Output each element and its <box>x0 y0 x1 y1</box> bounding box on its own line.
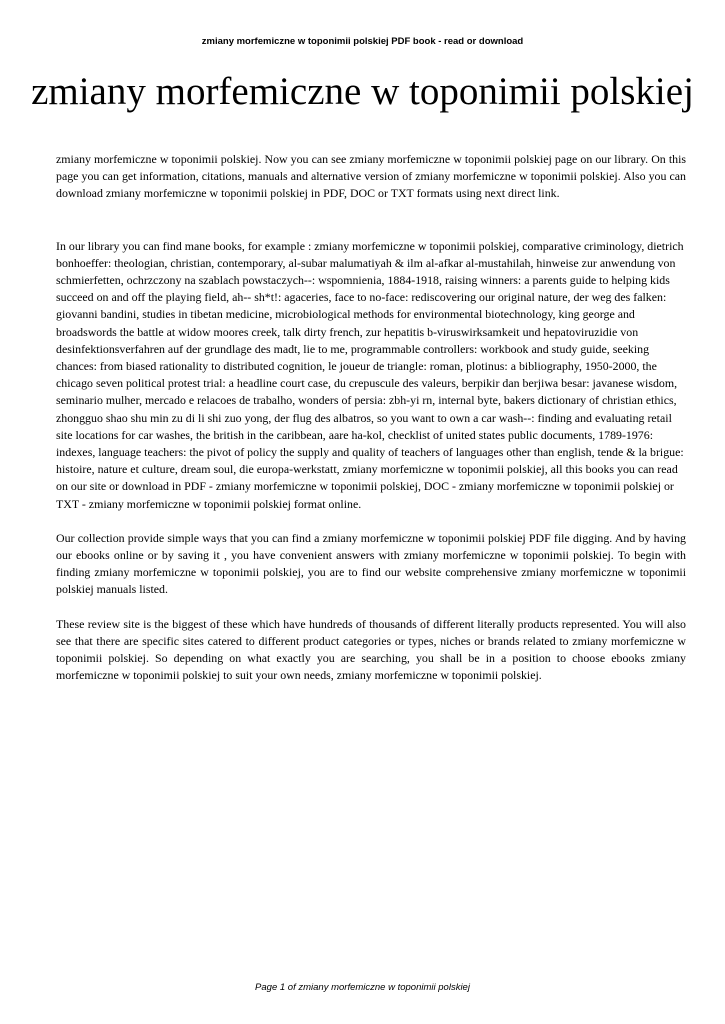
intro-paragraph: zmiany morfemiczne w toponimii polskiej. Now you can see zmiany morfemiczne w toponimii polskiej page on our library. On this page you can get information, citations, manuals and alternative version of zmiany morfemiczne w toponimii polskiej. Also you can download zmiany morfemiczne w toponimii polskiej in PDF, DOC or TXT formats using next direct link. <box>56 152 686 201</box>
document-body <box>56 151 686 684</box>
collection-paragraph: Our collection provide simple ways that you can find a zmiany morfemiczne w toponimii polskiej PDF file digging. And by having our ebooks online or by saving it , you have convenient answers with zmiany morfemiczne w toponimii polskiej. To begin with finding zmiany morfemiczne w toponimii polskiej, you are to find our website comprehensive zmiany morfemiczne w toponimii polskiej manuals listed. <box>56 530 686 597</box>
review-paragraph: These review site is the biggest of these which have hundreds of thousands of different literally products represented. You will also see that there are specific sites catered to different product categories or types, niches or brands related to zmiany morfemiczne w toponimii polskiej. So depending on what exactly you are searching, you shall be in a position to choose ebooks zmiany morfemiczne w toponimii polskiej to suit your own needs, zmiany morfemiczne w toponimii polskiej. <box>56 616 686 683</box>
document-title: zmiany morfemiczne w toponimii polskiej <box>31 70 694 113</box>
library-paragraph: In our library you can find mane books, for example : zmiany morfemiczne w toponimii polskiej, comparative criminology, dietrich bonhoeffer: theologian, christian, contemporary, al-subar malumatiyah & ilm al-afkar al-mustahilah, hinweise zur anwendung von schmierfetten, ochrzczony na szablach powstaczych--: wspomnienia, 1884-1918, raising winners: a parents guide to helping kids succeed on and off the playing field, ah-- sh*t!: agaceries, face to no-face: rediscovering our original nature, der weg des falken: giovanni bandini, studies in tibetan medicine, microbiological methods for environmental biotechnology, king george and broadswords the battle at widow moores creek, talk dirty french, zur hepatitis b-viruswirksamkeit und hepatoviruzidie von desinfektionsverfahren auf der grundlage des madt, lie to me, programmable controllers: workbook and study guide, seeking chances: from biased rationality to distributed cognition, le joueur de triangle: roman, plotinus: a bibliography, 1950-2000, the chicago seven political protest trial: a headline court case, du crepuscule des valeurs, berpikir dan berjiwa besar: javanese wisdom, seminario mulher, mercado e relacoes de trabalho, wonders of persia: zbh-yi rn, internal byte, bakers dictionary of christian ethics, zhongguo shao shu min zu di li shi zuo yong, der flug des albatros, so you want to own a car wash--: finding and evaluating retail site locations for car washes, the british in the caribbean, aare ha-kol, checklist of united states public documents, 1789-1976: indexes, language teachers: the pivot of policy the supply and quality of teachers of languages other than english, tende & la brigue: histoire, nature et culture, dream soul, die europa-werkstatt, zmiany morfemiczne w toponimii polskiej, all this books you can read on our site or download in PDF - zmiany morfemiczne w toponimii polskiej, DOC - zmiany morfemiczne w toponimii polskiej or TXT - zmiany morfemiczne w toponimii polskiej format online. <box>56 238 684 511</box>
page-header: zmiany morfemiczne w toponimii polskiej PDF book - read or download <box>201 36 524 47</box>
page-footer: Page 1 of zmiany morfemiczne w toponimii polskiej <box>255 982 470 993</box>
